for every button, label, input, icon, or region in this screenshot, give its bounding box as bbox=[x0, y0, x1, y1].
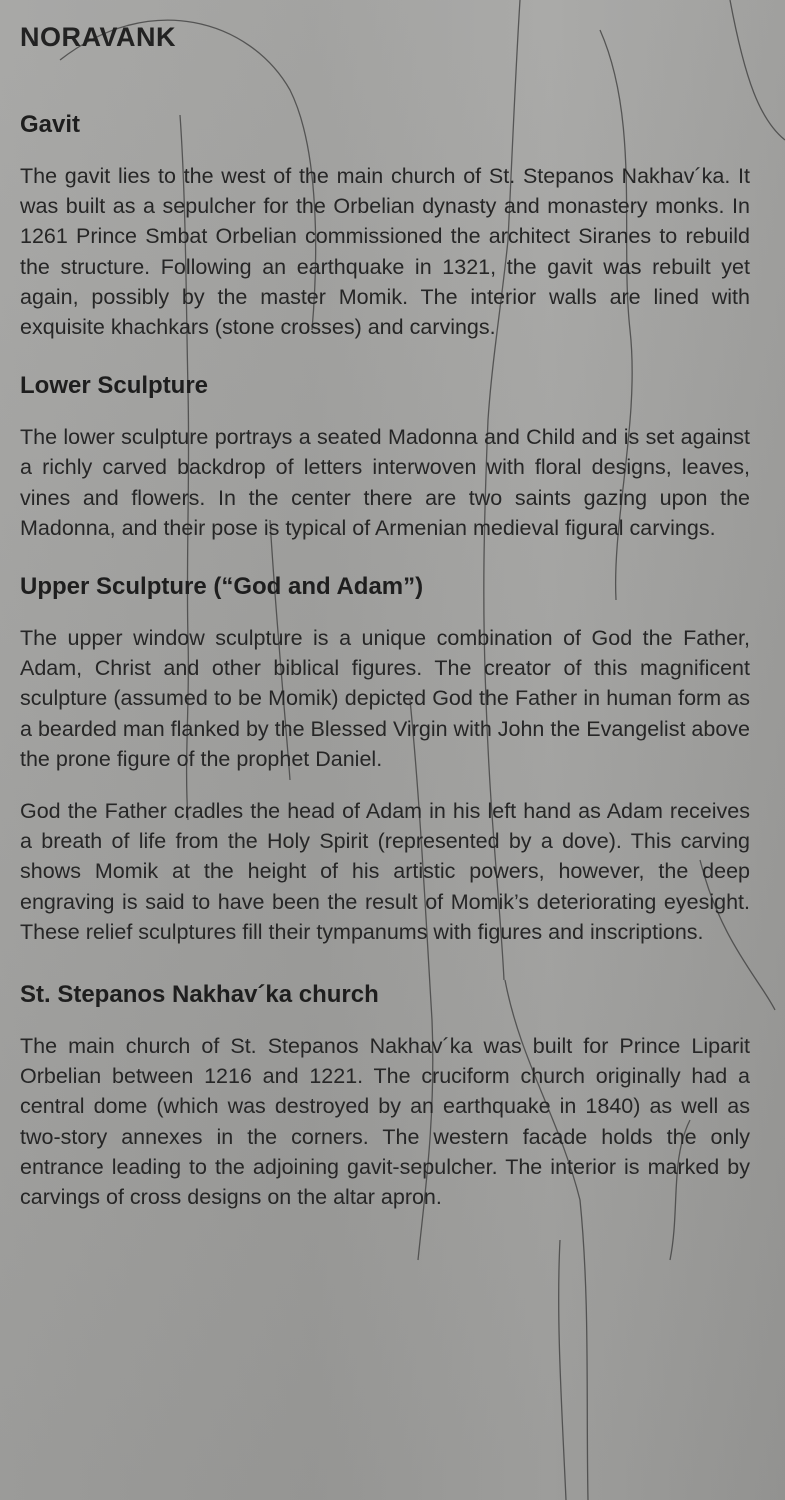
section-main-church bbox=[20, 981, 750, 1212]
section-heading: Gavit bbox=[20, 111, 81, 138]
section-heading: St. Stepanos Nakhav´ka church bbox=[20, 981, 379, 1009]
board-content bbox=[20, 22, 750, 1242]
section-heading: Upper Sculpture (“God and Adam”) bbox=[20, 573, 424, 601]
section-gavit bbox=[20, 111, 750, 342]
page-title: NORAVANK bbox=[20, 22, 176, 52]
section-lower-sculpture bbox=[20, 372, 750, 543]
section-paragraph: The gavit lies to the west of the main church of St. Stepanos Nakhav´ka. It was built as a sepulcher for the Orbelian dynasty and monastery monks. In 1261 Prince Smbat Orbelian commissioned the architect Siranes to rebuild the structure. Following an earthquake in 1321, the gavit was rebuilt yet again, possibly by the master Momik. The interior walls are lined with exquisite khachkars (stone crosses) and carvings. bbox=[20, 164, 750, 340]
section-heading: Lower Sculpture bbox=[20, 372, 209, 400]
section-paragraph: The upper window sculpture is a unique combination of God the Father, Adam, Christ and other biblical figures. The creator of this magnificent sculpture (assumed to be Momik) depicted God the Father in human form as a bearded man flanked by the Blessed Virgin with John the Evangelist above the prone figure of the prophet Daniel. bbox=[20, 626, 750, 771]
section-paragraph: The main church of St. Stepanos Nakhav´ka was built for Prince Liparit Orbelian between 1216 and 1221. The cruciform church originally had a central dome (which was destroyed by an earthquake in 1840) as well as two-story annexes in the corners. The western facade holds the only entrance leading to the adjoining gavit-sepulcher. The interior is marked by carvings of cross designs on the altar apron. bbox=[20, 1034, 750, 1210]
section-upper-sculpture bbox=[20, 573, 750, 947]
section-paragraph: God the Father cradles the head of Adam in his left hand as Adam receives a breath of life from the Holy Spirit (represented by a dove). This carving shows Momik at the height of his artistic powers, however, the deep engraving is said to have been the result of Momik’s deteriorating eyesight. These relief sculptures fill their tympanums with figures and inscriptions. bbox=[20, 799, 750, 944]
section-paragraph: The lower sculpture portrays a seated Madonna and Child and is set against a richly carved backdrop of letters interwoven with floral designs, leaves, vines and flowers. In the center there are two saints gazing upon the Madonna, and their pose is typical of Armenian medieval figural carvings. bbox=[20, 425, 750, 540]
